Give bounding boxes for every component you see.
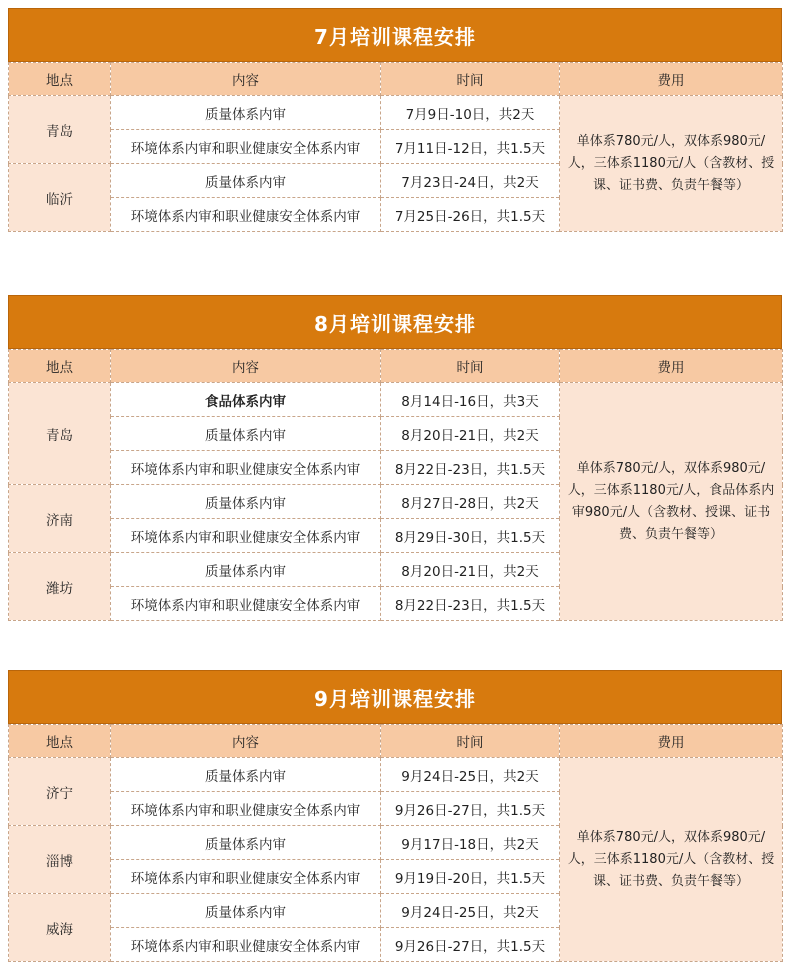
- time-cell: 8月22日-23日，共1.5天: [381, 587, 560, 621]
- header-content: 内容: [111, 350, 381, 383]
- content-cell: 环境体系内审和职业健康安全体系内审: [111, 860, 381, 894]
- location-cell: 临沂: [9, 164, 111, 232]
- location-cell: 潍坊: [9, 553, 111, 621]
- schedule-table: [8, 349, 783, 621]
- content-cell: 质量体系内审: [111, 553, 381, 587]
- table-row: [9, 96, 783, 130]
- time-cell: 8月20日-21日，共2天: [381, 417, 560, 451]
- time-cell: 8月14日-16日，共3天: [381, 383, 560, 417]
- location-cell: 济南: [9, 485, 111, 553]
- content-cell: 质量体系内审: [111, 96, 381, 130]
- header-row: [9, 350, 783, 383]
- header-content: 内容: [111, 725, 381, 758]
- content-cell: 质量体系内审: [111, 164, 381, 198]
- time-cell: 8月20日-21日，共2天: [381, 553, 560, 587]
- fee-cell: 单体系780元/人，双体系980元/人，三体系1180元/人（含教材、授课、证书费、负责午餐等）: [560, 758, 783, 962]
- table-row: [9, 383, 783, 417]
- content-cell: 环境体系内审和职业健康安全体系内审: [111, 451, 381, 485]
- time-cell: 9月26日-27日，共1.5天: [381, 928, 560, 962]
- time-cell: 8月22日-23日，共1.5天: [381, 451, 560, 485]
- content-cell: 环境体系内审和职业健康安全体系内审: [111, 519, 381, 553]
- schedule-september: [8, 670, 782, 962]
- header-content: 内容: [111, 63, 381, 96]
- content-cell: 环境体系内审和职业健康安全体系内审: [111, 792, 381, 826]
- header-location: 地点: [9, 725, 111, 758]
- header-time: 时间: [381, 725, 560, 758]
- header-row: [9, 725, 783, 758]
- fee-cell: 单体系780元/人，双体系980元/人，三体系1180元/人，食品体系内审980元/人（含教材、授课、证书费、负责午餐等）: [560, 383, 783, 621]
- schedule-table: [8, 724, 783, 962]
- section-title: 7月培训课程安排: [8, 8, 782, 62]
- time-cell: 8月27日-28日，共2天: [381, 485, 560, 519]
- schedule-july: [8, 8, 782, 232]
- section-title: 8月培训课程安排: [8, 295, 782, 349]
- header-time: 时间: [381, 63, 560, 96]
- time-cell: 7月23日-24日，共2天: [381, 164, 560, 198]
- time-cell: 7月11日-12日，共1.5天: [381, 130, 560, 164]
- location-cell: 青岛: [9, 96, 111, 164]
- content-cell: 质量体系内审: [111, 758, 381, 792]
- header-time: 时间: [381, 350, 560, 383]
- location-cell: 威海: [9, 894, 111, 962]
- content-cell: 质量体系内审: [111, 417, 381, 451]
- time-cell: 9月17日-18日，共2天: [381, 826, 560, 860]
- content-cell: 环境体系内审和职业健康安全体系内审: [111, 130, 381, 164]
- table-row: [9, 758, 783, 792]
- time-cell: 9月24日-25日，共2天: [381, 758, 560, 792]
- location-cell: 淄博: [9, 826, 111, 894]
- content-cell: 质量体系内审: [111, 826, 381, 860]
- time-cell: 9月26日-27日，共1.5天: [381, 792, 560, 826]
- content-cell: 环境体系内审和职业健康安全体系内审: [111, 928, 381, 962]
- header-fee: 费用: [560, 725, 783, 758]
- content-cell: 质量体系内审: [111, 485, 381, 519]
- time-cell: 8月29日-30日，共1.5天: [381, 519, 560, 553]
- time-cell: 9月24日-25日，共2天: [381, 894, 560, 928]
- location-cell: 济宁: [9, 758, 111, 826]
- header-fee: 费用: [560, 63, 783, 96]
- fee-cell: 单体系780元/人，双体系980元/人，三体系1180元/人（含教材、授课、证书费、负责午餐等）: [560, 96, 783, 232]
- content-cell: 质量体系内审: [111, 894, 381, 928]
- time-cell: 7月25日-26日，共1.5天: [381, 198, 560, 232]
- header-location: 地点: [9, 350, 111, 383]
- location-cell: 青岛: [9, 383, 111, 485]
- content-cell: 环境体系内审和职业健康安全体系内审: [111, 587, 381, 621]
- time-cell: 9月19日-20日，共1.5天: [381, 860, 560, 894]
- time-cell: 7月9日-10日，共2天: [381, 96, 560, 130]
- schedule-august: [8, 295, 782, 621]
- section-title: 9月培训课程安排: [8, 670, 782, 724]
- schedule-table: [8, 62, 783, 232]
- header-fee: 费用: [560, 350, 783, 383]
- content-cell: 环境体系内审和职业健康安全体系内审: [111, 198, 381, 232]
- header-row: [9, 63, 783, 96]
- header-location: 地点: [9, 63, 111, 96]
- content-cell: 食品体系内审: [111, 383, 381, 417]
